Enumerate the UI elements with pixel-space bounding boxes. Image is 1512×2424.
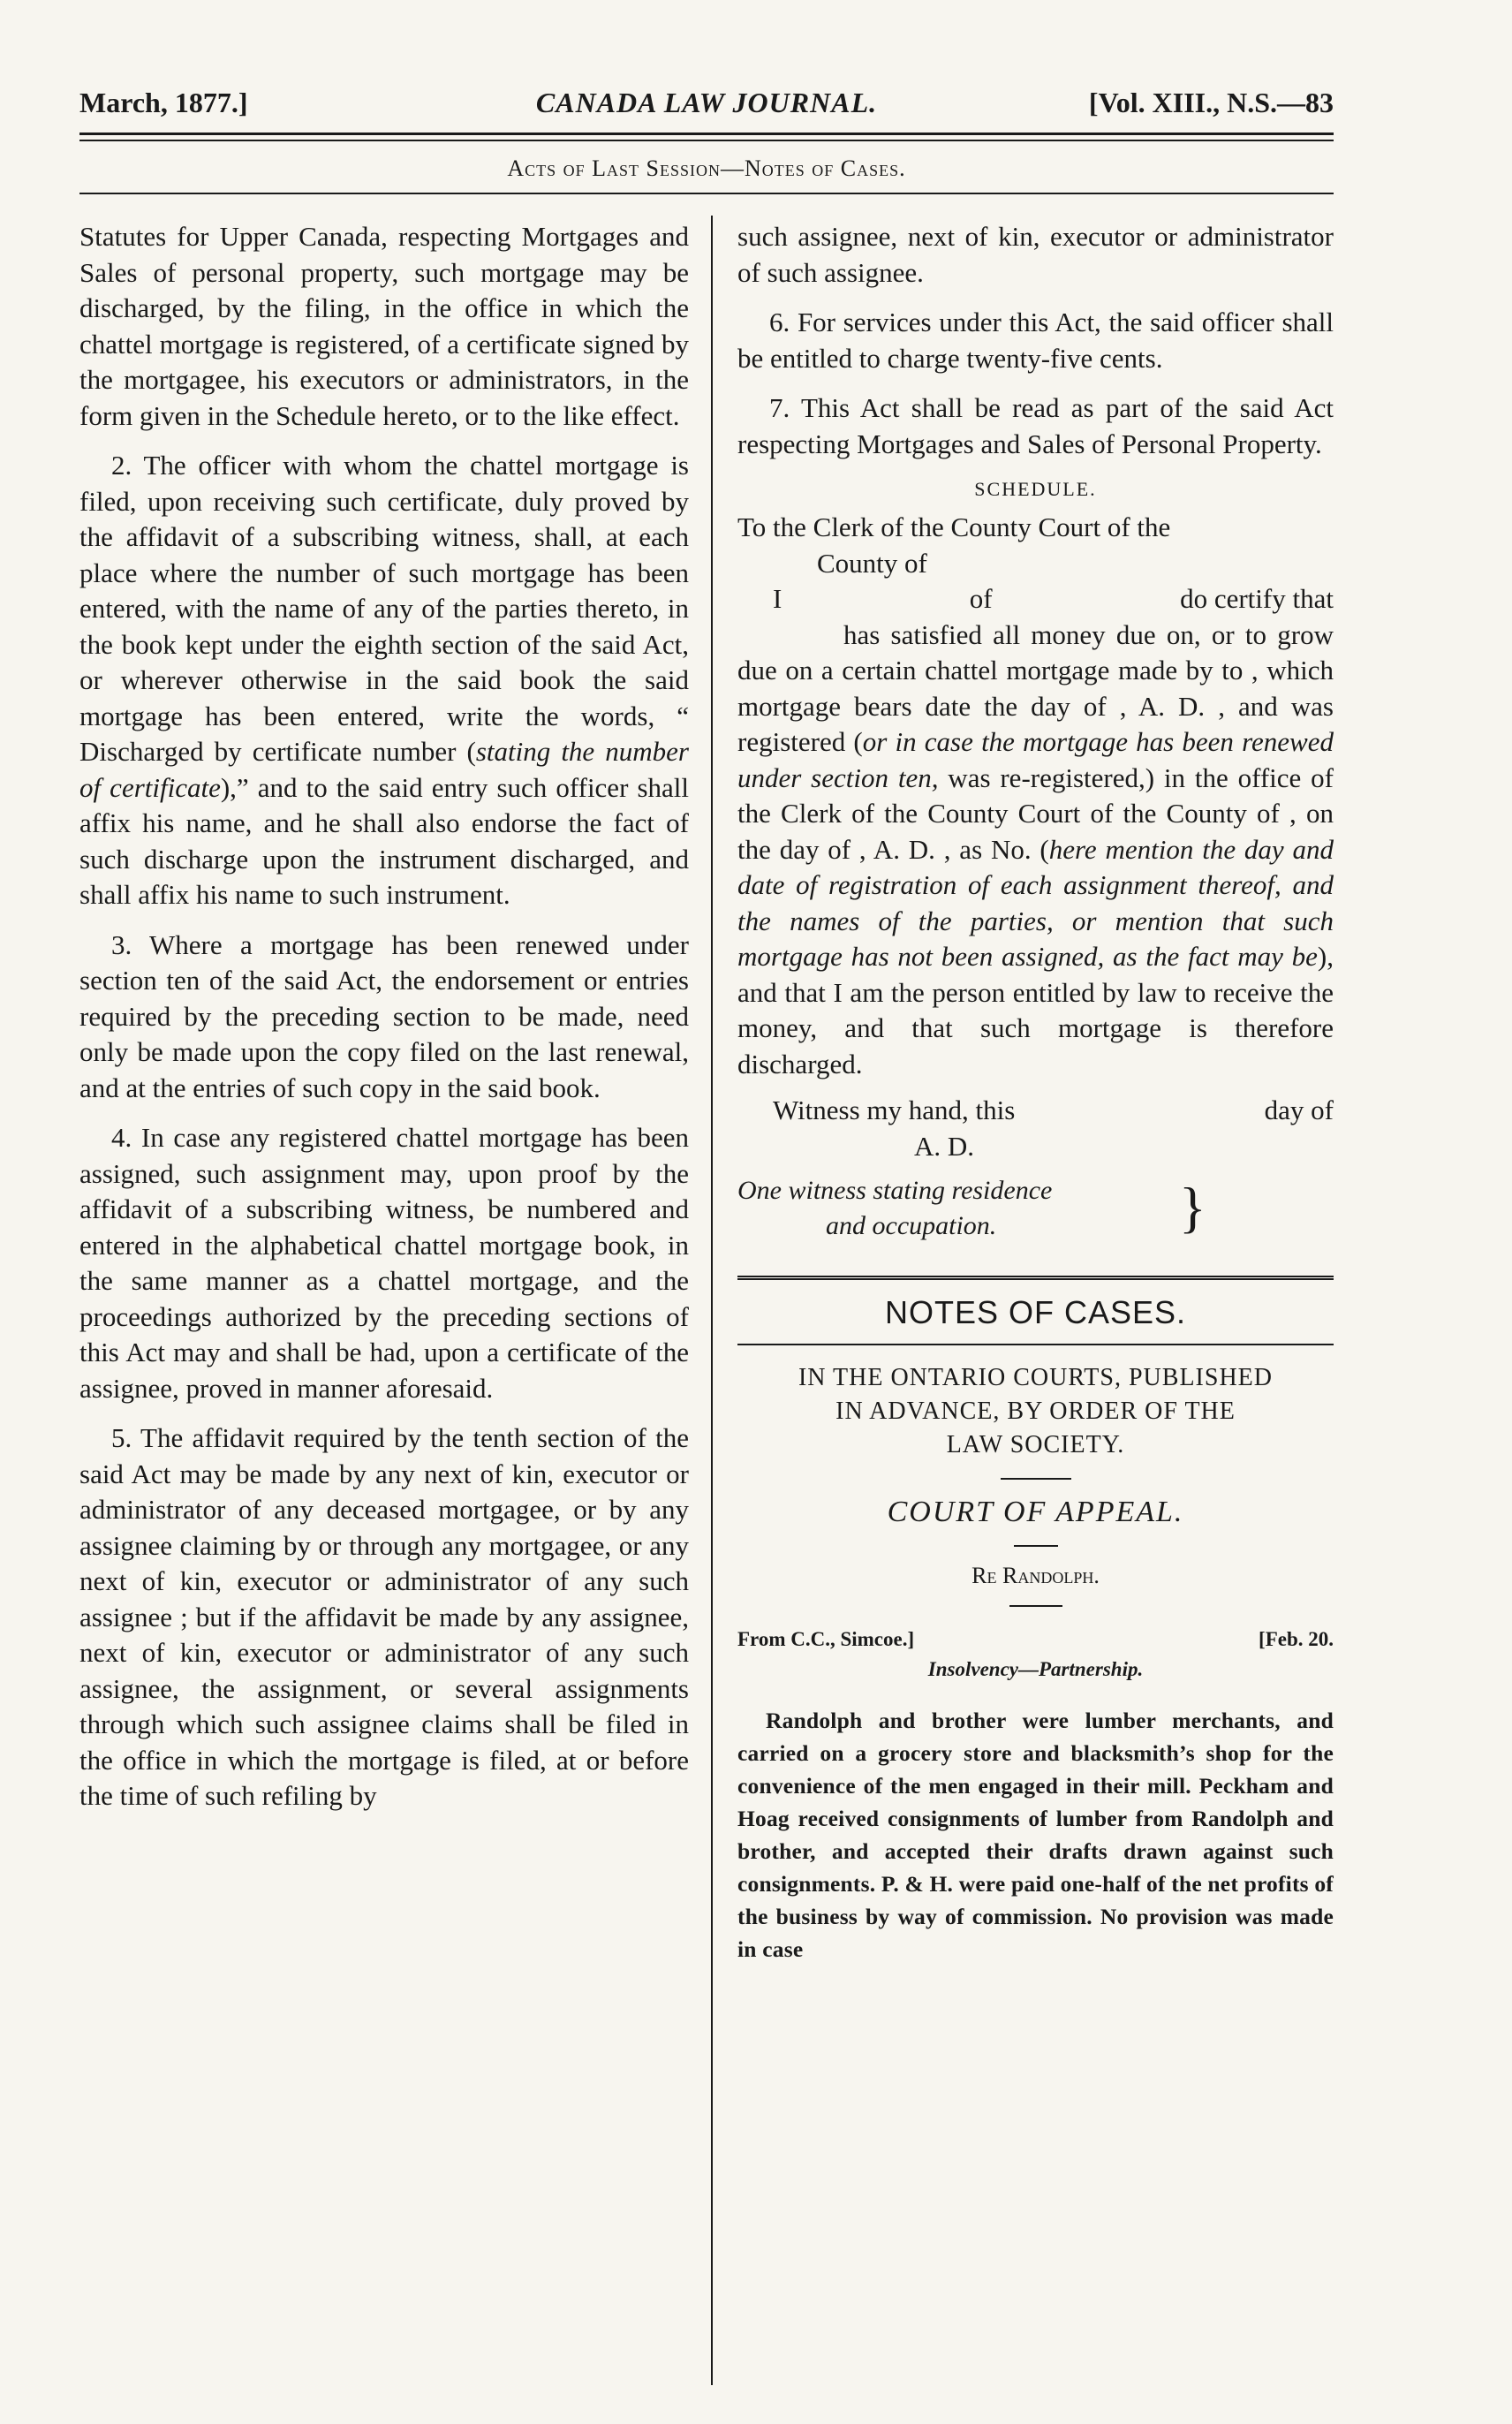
notes-rule [737, 1276, 1334, 1280]
witness-note-1: One witness stating residence [737, 1176, 1053, 1205]
case-meta [737, 1628, 1334, 1651]
certificate-body [737, 617, 1334, 1083]
witness-label: Witness my hand, this [773, 1095, 1016, 1125]
cert-body-a: has satisfied all money due on, or to grow due on a certain chattel mortgage made by to , which mortgage bears date the day of , A. D. , and was registered ( [737, 618, 1334, 757]
section-head: Acts of Last Session—Notes of Cases. [507, 155, 906, 181]
section-2-a: 2. The officer with whom the chattel mortgage is filed, upon receiving such certificate, duly proved by the affidavit of a subscribing witness, shall, at each place where the number of such mortgage has been entered, with the name of any of the parties thereto, in the book kept under the eighth section of the said Act, or wherever otherwise in the said book the said mortgage has been entered, write the words, “ Discharged by certificate number ( [79, 450, 689, 767]
cert-i: I [773, 583, 782, 614]
cert-body-italic-2: here mention the day and date of registration of each assignment thereof, and the names of the parties, or mention that such mortgage has not been assigned, as the fact may be [737, 833, 1334, 972]
notes-subtitle-1: IN THE ONTARIO COURTS, PUBLISHED [798, 1364, 1273, 1391]
case-from: From C.C., Simcoe.] [737, 1628, 915, 1650]
schedule-county: County of [817, 547, 927, 579]
witness-day: day of [1264, 1095, 1334, 1125]
brace-symbol: } [1179, 1176, 1206, 1239]
notes-title-rule [737, 1344, 1334, 1345]
cert-of: of [969, 583, 993, 614]
case-topic: Insolvency—Partnership. [927, 1658, 1144, 1680]
notes-subtitle-2: IN ADVANCE, BY ORDER OF THE [835, 1398, 1236, 1425]
header-rule [79, 133, 1334, 141]
cert-body-c: ), and that I am the person entitled by law to receive the money, and that such mortgage is therefore discharged. [737, 941, 1334, 1079]
witness-note [737, 1173, 1334, 1244]
journal-title: CANADA LAW JOURNAL. [535, 87, 878, 118]
short-rule-2 [1014, 1545, 1058, 1547]
section-2-italic: stating the number of certificate [79, 736, 689, 803]
case-body: Randolph and brother were lumber merchants, and carried on a grocery store and blacksmith’s shop for the convenience of the men engaged in their mill. Peckham and Hoag received consignments of lumber from Randolph and brother, and accepted their drafts drawn against such consignments. P. & H. were paid one-half of the net profits of the business by way of commission. No provision was made in case [737, 1707, 1334, 1962]
statute-intro: Statutes for Upper Canada, respecting Mortgages and Sales of personal property, such mortgage may be discharged, by the filing, in the office in which the chattel mortgage is registered, of a certificate signed by the mortgagee, his executors or administrators, in the form given in the Schedule hereto, or to the like effect. [79, 221, 689, 431]
section-2-b: ),” and to the said entry such officer shall affix his name, and he shall also endorse the fact of such discharge upon the instrument discharged, and shall affix his name to such instrument. [79, 771, 690, 910]
right-column [737, 219, 1334, 1988]
cert-body-italic-1: or in case the mortgage has been renewed under section ten, [737, 726, 1334, 793]
section-4: 4. In case any registered chattel mortgage has been assigned, such assignment may, upon proof by the affidavit of a subscribing witness, be numbered and entered in the alphabetical chattel mortgage book, in the same manner as a chattel mortgage, and the proceedings authorized by the preceding sections of this Act may and shall be had, upon a certificate of the assignee, proved in manner aforesaid. [79, 1122, 689, 1404]
section-5: 5. The affidavit required by the tenth section of the said Act may be made by any next of kin, executor or administrator of any deceased mortgagee, or by any assignee claiming by or through any mortgagee, or any next of kin, executor or administrator of any such assignee ; but if the affidavit be made by any assignee, next of kin, executor or administrator of any such assignee, the assignment, or several assignments through which such assignee claims shall be filed in the office in which the mortgage is filed, at or before the time of such refiling by [79, 1422, 689, 1811]
court-title: COURT OF APPEAL. [887, 1496, 1184, 1528]
section-rule [79, 193, 1334, 194]
journal-page [79, 71, 1334, 2385]
section-6: 6. For services under this Act, the said officer shall be entitled to charge twenty-five cents. [737, 307, 1334, 374]
schedule-title: SCHEDULE. [974, 478, 1097, 500]
certificate-opening [737, 581, 1334, 617]
notes-subtitle-3: LAW SOCIETY. [946, 1431, 1125, 1458]
section-3: 3. Where a mortgage has been renewed under section ten of the said Act, the endorsement or entries required by the preceding section to be made, need only be made upon the copy filed on the last renewal, and at the entries of such copy in the said book. [79, 928, 689, 1103]
running-head [79, 71, 1334, 133]
volume-page: [Vol. XIII., N.S.—83 [1088, 87, 1334, 118]
short-rule-3 [1009, 1605, 1062, 1607]
section-7: 7. This Act shall be read as part of the said Act respecting Mortgages and Sales of Personal Property. [737, 392, 1334, 459]
schedule-addressee: To the Clerk of the County Court of the [737, 511, 1171, 542]
case-name: Re Randolph. [971, 1563, 1100, 1588]
witness-ad: A. D. [914, 1130, 975, 1162]
issue-date: March, 1877.] [79, 87, 248, 118]
left-column [79, 219, 689, 1829]
cert-certify: do certify that [1180, 583, 1334, 614]
cert-body-b: was re-registered,) in the office of the Clerk of the County Court of the County of , on the day of , A. D. , as No. ( [737, 761, 1334, 865]
notes-subtitle [737, 1361, 1334, 1462]
witness-note-2: and occupation. [826, 1211, 997, 1240]
column-divider [711, 216, 713, 2385]
notes-title: NOTES OF CASES. [884, 1294, 1187, 1330]
case-date: [Feb. 20. [1259, 1628, 1334, 1650]
body-columns [79, 201, 1334, 2385]
continued-text: such assignee, next of kin, executor or administrator of such assignee. [737, 221, 1334, 288]
short-rule [1001, 1478, 1071, 1480]
witness-line [737, 1093, 1334, 1129]
section-2 [79, 448, 689, 913]
